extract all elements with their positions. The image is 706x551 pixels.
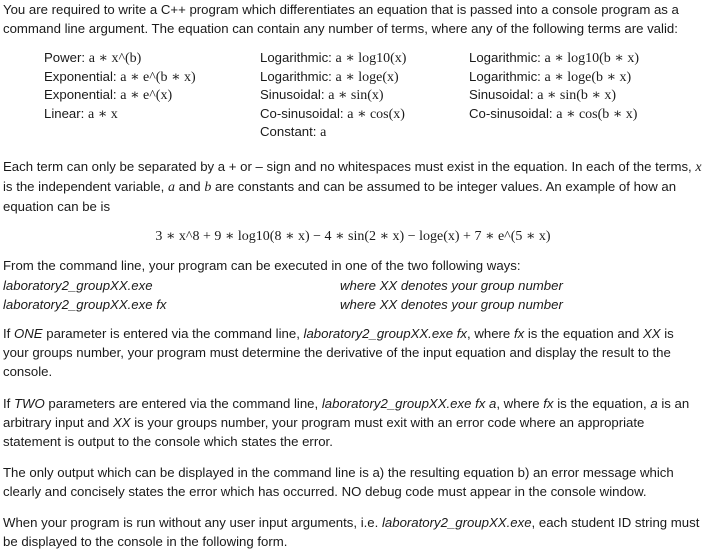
term-power: Power: a ∗ x^(b): [44, 50, 142, 66]
valid-terms-list: [44, 48, 704, 144]
no-arguments-paragraph: When your program is run without any user input arguments, i.e. laboratory2_groupXX.exe, each student ID string must be displayed to the console in the following form.: [3, 515, 700, 549]
execution-intro: From the command line, your program can be executed in one of the two following ways:: [3, 258, 521, 273]
term-log10-bx: Logarithmic: a ∗ log10(b ∗ x): [469, 50, 639, 66]
term-loge-bx: Logarithmic: a ∗ loge(b ∗ x): [469, 68, 632, 85]
terms-column-1: [44, 48, 196, 122]
command-note: where XX denotes your group number: [340, 278, 563, 293]
term-sin: Sinusoidal: a ∗ sin(x): [260, 87, 384, 103]
term-exponential-bx: Exponential: a ∗ e^(b ∗ x): [44, 68, 196, 85]
term-constant: Constant: a: [260, 124, 327, 140]
command-one-arg: laboratory2_groupXX.exe fx: [3, 297, 167, 312]
example-equation: 3 ∗ x^8 + 9 ∗ log10(8 ∗ x) − 4 ∗ sin(2 ∗ x) − loge(x) + 7 ∗ e^(5 ∗ x): [155, 229, 551, 244]
term-sin-bx: Sinusoidal: a ∗ sin(b ∗ x): [469, 87, 617, 103]
two-parameter-paragraph: If TWO parameters are entered via the command line, laboratory2_groupXX.exe fx a, where fx is the equation, a is an arbitrary input and XX is your groups number, your program must exit with an error code where an appropriate statement is output to the console which states the error.: [3, 396, 690, 449]
one-parameter-paragraph: If ONE parameter is entered via the command line, laboratory2_groupXX.exe fx, where fx is the equation and XX is your groups number, your program must determine the derivative of the input equation and display the result to the console.: [3, 326, 674, 379]
terms-column-3: [469, 48, 639, 122]
term-exponential-x: Exponential: a ∗ e^(x): [44, 87, 173, 103]
term-cos-bx: Co-sinusoidal: a ∗ cos(b ∗ x): [469, 105, 638, 122]
command-no-args: laboratory2_groupXX.exe: [3, 278, 153, 293]
command-note: where XX denotes your group number: [340, 297, 563, 312]
output-paragraph: The only output which can be displayed in the command line is a) the resulting equation b) an error message which clearly and concisely states the error which has occurred. NO debug code must appear in the console window.: [3, 465, 674, 499]
intro-paragraph: You are required to write a C++ program which differentiates an equation that is passed into a console program as a command line argument. The equation can contain any number of terms, where any of the following terms are valid:: [3, 2, 679, 36]
term-loge: Logarithmic: a ∗ loge(x): [260, 68, 399, 85]
term-log10: Logarithmic: a ∗ log10(x): [260, 50, 407, 66]
separation-paragraph: Each term can only be separated by a + or – sign and no whitespaces must exist in the equation. In each of the terms, x is the independent variable, a and b are constants and can be assumed to be integer values. An example of how an equation can be is: [3, 159, 702, 214]
term-cos: Co-sinusoidal: a ∗ cos(x): [260, 105, 405, 122]
terms-column-2: [260, 48, 406, 141]
term-linear: Linear: a ∗ x: [44, 105, 118, 122]
